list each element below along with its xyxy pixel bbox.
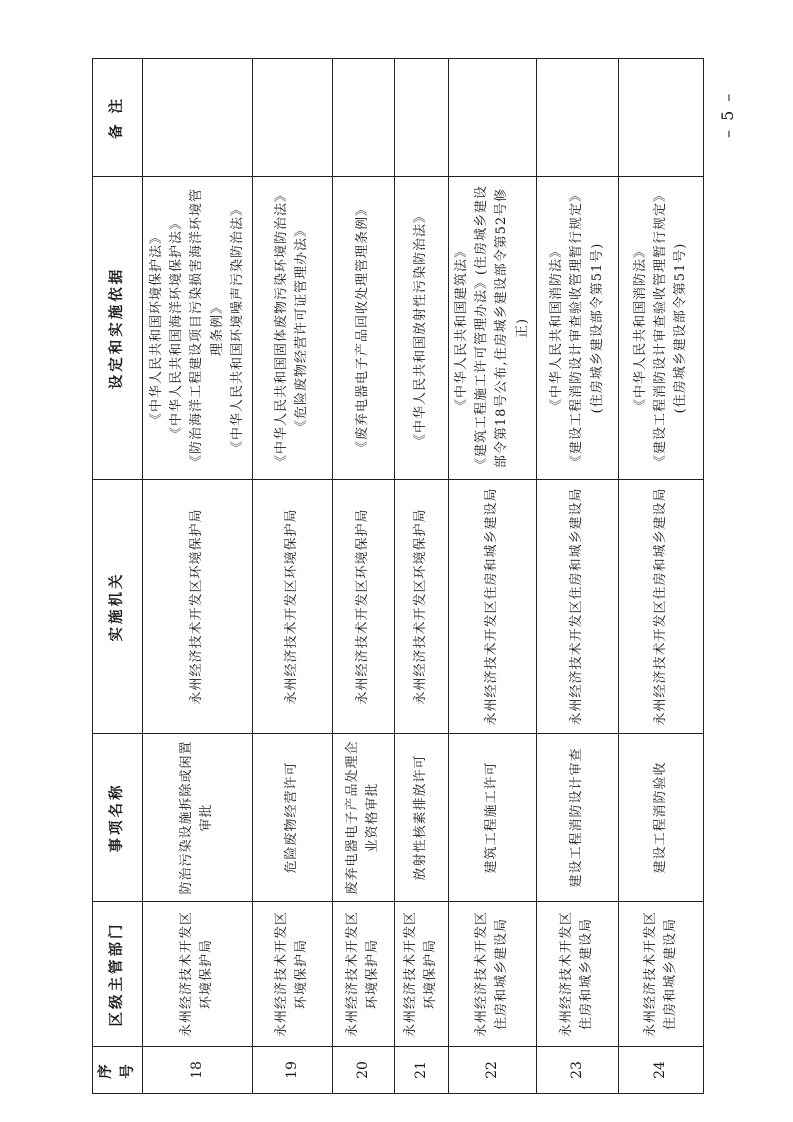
cell-seq: 23 xyxy=(536,1047,618,1094)
cell-seq: 21 xyxy=(394,1047,448,1094)
cell-dept: 永州经济技术开发区环境保护局 xyxy=(332,902,394,1047)
page-number: – 5 – xyxy=(718,91,737,138)
table-row xyxy=(448,59,536,1094)
cell-basis xyxy=(618,177,703,480)
table-row xyxy=(394,59,448,1094)
cell-dept: 永州经济技术开发区住房和城乡建设局 xyxy=(618,902,703,1047)
cell-basis xyxy=(536,177,618,480)
basis-line: 《废弃电器电子产品回收处理管理条例》 xyxy=(355,202,371,455)
cell-agency: 永州经济技术开发区环境保护局 xyxy=(252,480,332,734)
basis-line: 《建设工程消防设计审查验收管理暂行规定》(住房城乡建设部令第51号) xyxy=(652,188,688,469)
cell-seq: 20 xyxy=(332,1047,394,1094)
cell-seq: 24 xyxy=(618,1047,703,1094)
cell-agency: 永州经济技术开发区住房和城乡建设局 xyxy=(618,480,703,734)
table-row xyxy=(252,59,332,1094)
cell-note xyxy=(252,59,332,177)
cell-agency: 永州经济技术开发区环境保护局 xyxy=(394,480,448,734)
basis-line: 《建筑工程施工许可管理办法》(住房城乡建设部令第18号公布,住房城乡建设部令第52号修正) xyxy=(474,184,530,472)
table-body xyxy=(142,59,703,1094)
basis-line: 《防治海洋工程建设项目污染损害海洋环境管理条例》 xyxy=(189,188,225,469)
cell-agency: 永州经济技术开发区住房和城乡建设局 xyxy=(536,480,618,734)
basis-line: 《中华人民共和国海洋环境保护法》 xyxy=(169,216,185,441)
basis-line: 《中华人民共和国环境保护法》 xyxy=(149,230,165,427)
cell-note xyxy=(142,59,252,177)
cell-seq: 18 xyxy=(142,1047,252,1094)
cell-agency: 永州经济技术开发区环境保护局 xyxy=(332,480,394,734)
approval-items-table xyxy=(92,58,704,1094)
cell-dept: 永州经济技术开发区环境保护局 xyxy=(394,902,448,1047)
cell-seq: 19 xyxy=(252,1047,332,1094)
cell-basis xyxy=(252,177,332,480)
cell-agency: 永州经济技术开发区住房和城乡建设局 xyxy=(448,480,536,734)
cell-dept: 永州经济技术开发区住房和城乡建设局 xyxy=(536,902,618,1047)
header-note: 备 注 xyxy=(93,59,143,177)
cell-item: 建设工程消防设计审查 xyxy=(536,734,618,902)
cell-seq: 22 xyxy=(448,1047,536,1094)
cell-note xyxy=(618,59,703,177)
table-row xyxy=(142,59,252,1094)
cell-item: 危险废物经营许可 xyxy=(252,734,332,902)
cell-basis xyxy=(332,177,394,480)
table-header-row xyxy=(93,59,143,1094)
cell-dept: 永州经济技术开发区环境保护局 xyxy=(142,902,252,1047)
cell-basis xyxy=(394,177,448,480)
cell-note xyxy=(448,59,536,177)
basis-line: 《危险废物经营许可证管理办法》 xyxy=(294,223,310,434)
cell-item: 放射性核素排放许可 xyxy=(394,734,448,902)
header-seq: 序号 xyxy=(93,1047,143,1094)
cell-basis xyxy=(142,177,252,480)
cell-note xyxy=(536,59,618,177)
cell-dept: 永州经济技术开发区住房和城乡建设局 xyxy=(448,902,536,1047)
table-row xyxy=(618,59,703,1094)
basis-line: 《中华人民共和国环境噪声污染防治法》 xyxy=(229,202,245,455)
cell-item: 防治污染设施拆除或闲置审批 xyxy=(142,734,252,902)
header-dept: 区级主管部门 xyxy=(93,902,143,1047)
basis-line: 《中华人民共和国建筑法》 xyxy=(454,244,470,413)
basis-line: 《中华人民共和国放射性污染防治法》 xyxy=(413,209,429,448)
cell-note xyxy=(394,59,448,177)
cell-basis xyxy=(448,177,536,480)
basis-line: 《建设工程消防设计审查验收管理暂行规定》(住房城乡建设部令第51号) xyxy=(569,188,605,469)
cell-dept: 永州经济技术开发区环境保护局 xyxy=(252,902,332,1047)
header-basis: 设定和实施依据 xyxy=(93,177,143,480)
basis-line: 《中华人民共和国消防法》 xyxy=(632,244,648,413)
cell-note xyxy=(332,59,394,177)
cell-agency: 永州经济技术开发区环境保护局 xyxy=(142,480,252,734)
basis-line: 《中华人民共和国固体废物污染环境防治法》 xyxy=(274,188,290,469)
basis-line: 《中华人民共和国消防法》 xyxy=(549,244,565,413)
header-agency: 实施机关 xyxy=(93,480,143,734)
table-row xyxy=(536,59,618,1094)
cell-item: 废弃电器电子产品处理企业资格审批 xyxy=(332,734,394,902)
cell-item: 建筑工程施工许可 xyxy=(448,734,536,902)
table-row xyxy=(332,59,394,1094)
cell-item: 建设工程消防验收 xyxy=(618,734,703,902)
rotated-table-container xyxy=(92,59,700,1094)
header-item: 事项名称 xyxy=(93,734,143,902)
